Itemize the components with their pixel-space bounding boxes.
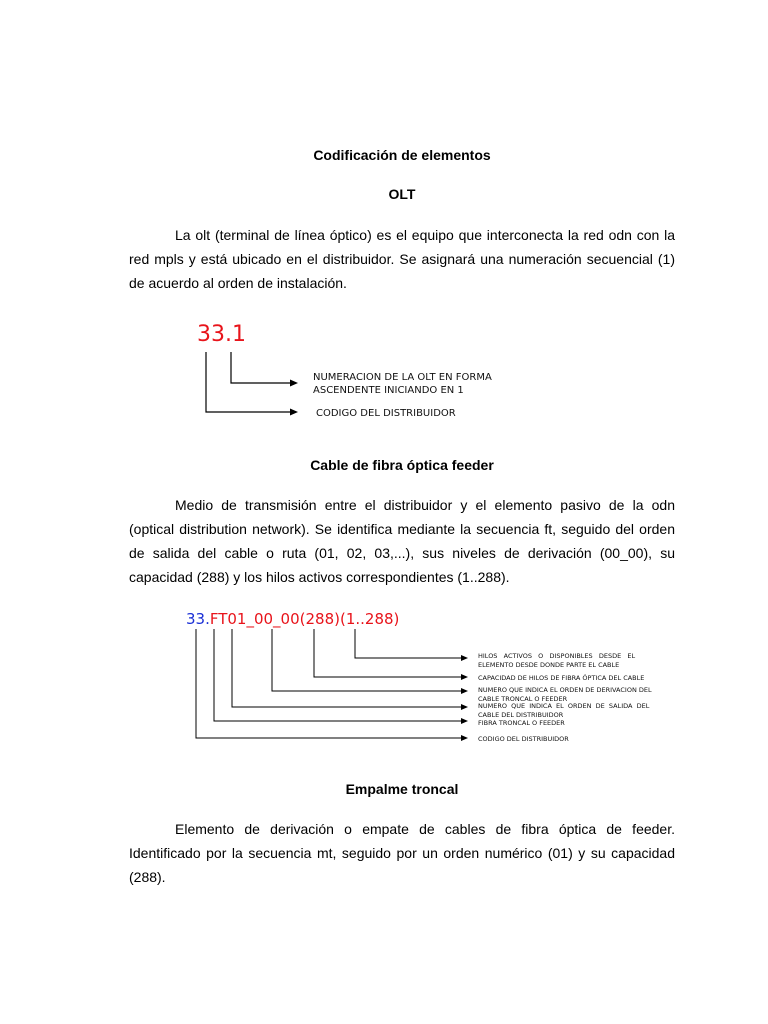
feeder-label-exit-2: CABLE DEL DISTRIBUIDOR <box>478 711 564 719</box>
paragraph-line: (288). <box>129 869 166 885</box>
arrow-head <box>290 380 298 387</box>
pointer-active-fibers <box>355 629 462 658</box>
feeder-heading: Cable de fibra óptica feeder <box>310 457 494 473</box>
arrow-head <box>461 704 468 710</box>
feeder-label-feeder: FIBRA TRONCAL O FEEDER <box>478 719 565 727</box>
feeder-paragraph <box>129 493 675 589</box>
feeder-code-prefix: 33. <box>186 610 210 628</box>
pointer-derivation <box>272 629 462 691</box>
splice-heading: Empalme troncal <box>345 781 459 797</box>
feeder-label-derivation-2: CABLE TRONCAL O FEEDER <box>478 695 568 703</box>
feeder-label-exit-1: NUMERO QUE INDICA EL ORDEN DE SALIDA DEL <box>478 702 650 710</box>
feeder-label-active-1: HILOS ACTIVOS O DISPONIBLES DESDE EL <box>478 652 636 660</box>
feeder-label-capacity: CAPACIDAD DE HILOS DE FIBRA ÓPTICA DEL CABLE <box>478 674 645 682</box>
paragraph-line: de acuerdo al orden de instalación. <box>129 275 347 291</box>
section-title: Codificación de elementos <box>313 147 491 163</box>
feeder-code-rest: FT01_00_00(288)(1..288) <box>209 610 400 628</box>
paragraph-line: red mpls y está ubicado en el distribuidor. Se asignará una numeración secuencial (1) <box>129 251 675 267</box>
paragraph-line: Elemento de derivación o empate de cables de fibra óptica de feeder. <box>175 821 675 837</box>
paragraph-line: capacidad (288) y los hilos activos correspondientes (1..288). <box>129 569 510 585</box>
olt-label-numbering: NUMERACION DE LA OLT EN FORMA <box>313 372 492 383</box>
olt-label-numbering-2: ASCENDENTE INICIANDO EN 1 <box>313 385 464 396</box>
arrow-head <box>461 718 468 724</box>
pointer-capacity <box>314 629 462 677</box>
feeder-label-distributor: CODIGO DEL DISTRIBUIDOR <box>478 735 569 743</box>
olt-number-pointer <box>231 352 292 383</box>
olt-label-distributor: CODIGO DEL DISTRIBUIDOR <box>316 408 456 419</box>
olt-code: 33.1 <box>197 322 246 347</box>
pointer-exit-order <box>232 629 462 707</box>
arrow-head <box>461 655 468 661</box>
splice-paragraph <box>129 817 675 889</box>
feeder-code <box>186 610 399 628</box>
arrow-head <box>290 409 298 416</box>
olt-heading: OLT <box>388 186 416 202</box>
arrow-head <box>461 735 468 741</box>
arrow-head <box>461 688 468 694</box>
paragraph-line: Identificado por la secuencia mt, seguido por un orden numérico (01) y su capacidad <box>129 845 675 861</box>
paragraph-line: de salida del cable o ruta (01, 02, 03,...), sus niveles de derivación (00_00), su <box>129 545 675 561</box>
paragraph-line: Medio de transmisión entre el distribuidor y el elemento pasivo de la odn <box>175 497 675 513</box>
feeder-label-active-2: ELEMENTO DESDE DONDE PARTE EL CABLE <box>478 661 620 669</box>
olt-paragraph <box>129 223 675 295</box>
paragraph-line: La olt (terminal de línea óptico) es el equipo que interconecta la red odn con la <box>175 227 675 243</box>
arrow-head <box>461 674 468 680</box>
pointer-feeder <box>214 629 462 721</box>
paragraph-line: (optical distribution network). Se identifica mediante la secuencia ft, seguido del orden <box>129 521 675 537</box>
pointer-distributor <box>196 629 462 738</box>
feeder-label-derivation-1: NUMERO QUE INDICA EL ORDEN DE DERIVACION DEL <box>478 686 652 694</box>
olt-distributor-pointer <box>206 352 292 412</box>
